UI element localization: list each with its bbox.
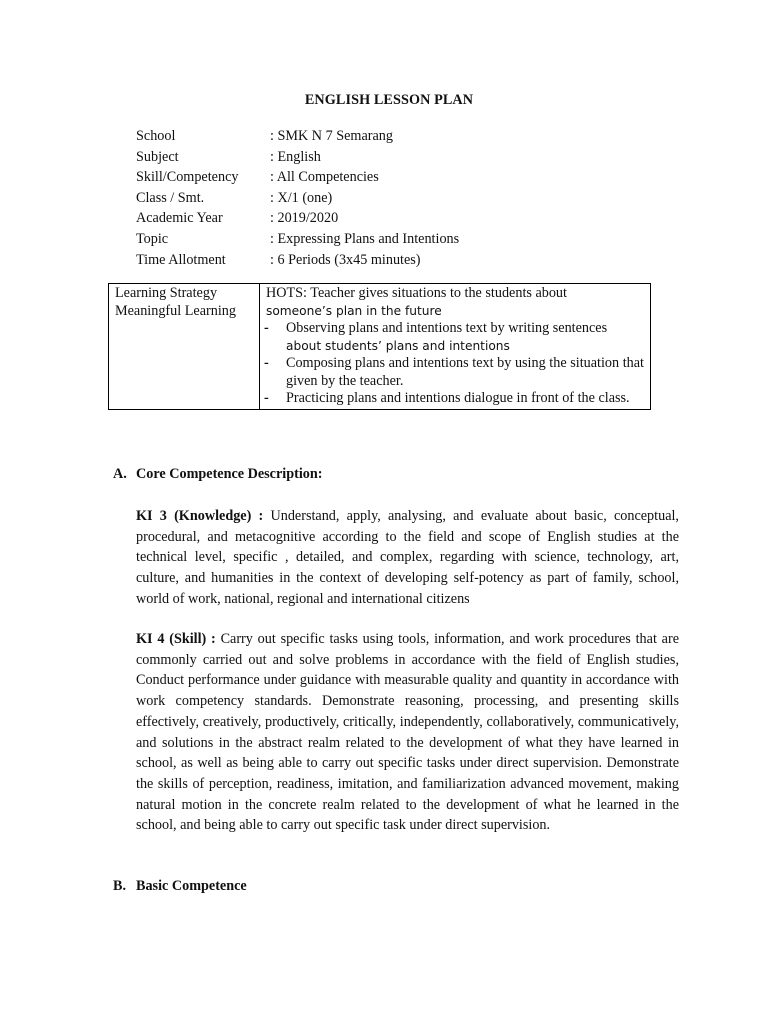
- info-value: : Expressing Plans and Intentions: [270, 230, 460, 247]
- bullet-text-cont: about students’ plans and intentions: [286, 338, 510, 353]
- info-value: : All Competencies: [270, 169, 379, 186]
- section-title: Core Competence Description:: [136, 466, 323, 482]
- strategy-row: [109, 284, 651, 410]
- info-value: : English: [270, 148, 321, 165]
- info-row-school: [136, 126, 656, 147]
- strategy-bullet: [266, 320, 644, 355]
- section-letter: A.: [113, 466, 127, 482]
- info-value: : SMK N 7 Semarang: [270, 128, 393, 144]
- bullet-dash: -: [264, 320, 269, 336]
- section-letter: B.: [113, 878, 127, 894]
- strategy-table: [108, 283, 651, 410]
- info-row-time: [136, 250, 656, 271]
- info-value: : 6 Periods (3x45 minutes): [270, 251, 421, 268]
- info-value: : 2019/2020: [270, 210, 339, 227]
- info-label: School: [136, 128, 176, 144]
- ki4-label: KI 4 (Skill) :: [136, 631, 216, 647]
- strategy-bullet: [266, 355, 644, 390]
- strategy-content-cell: [260, 284, 651, 410]
- strategy-bullets: [266, 320, 644, 408]
- info-block: [136, 126, 656, 270]
- strategy-label: Learning Strategy: [115, 285, 218, 301]
- info-value: : X/1 (one): [270, 189, 333, 206]
- strategy-bullet: [266, 390, 644, 408]
- bullet-dash: -: [264, 355, 269, 371]
- bullet-text: Practicing plans and intentions dialogue in front of the class.: [286, 390, 630, 406]
- info-label: Skill/Competency: [136, 169, 239, 186]
- ki4-text: Carry out specific tasks using tools, information, and work procedures that are commonly carried out and solve problems in accordance with the field of English studies, Conduct performance under guidance with measurable quality and quantity in accordance with work competency standards. Demonstrate reasoning, processing, and presenting skills effectively, creatively, productively, critically, independently, collaboratively, communicatively, and solutions in the abstract realm related to the development of what they have learned in school, as well as being able to carry out specific tasks under direct supervision. Demonstrate the skills of perception, readiness, imitation, and familiarization advanced movement, making natural motion in the concrete realm related to the development of what he learned in the school, and being able to carry out specific task under direct supervision.: [136, 631, 679, 834]
- ki3-paragraph: [136, 506, 679, 610]
- document-title: ENGLISH LESSON PLAN: [304, 92, 474, 108]
- info-label: Topic: [136, 230, 169, 247]
- info-row-topic: [136, 229, 656, 250]
- info-label: Subject: [136, 148, 179, 165]
- info-row-class: [136, 188, 656, 209]
- ki4-paragraph: [136, 629, 679, 836]
- hots-part1: HOTS: Teacher gives situations to the students about: [266, 285, 567, 301]
- info-row-skill: [136, 167, 656, 188]
- strategy-label-cell: [109, 284, 260, 410]
- info-label: Academic Year: [136, 210, 223, 227]
- info-label: Time Allotment: [136, 251, 226, 268]
- bullet-dash: -: [264, 390, 269, 406]
- info-row-subject: [136, 147, 656, 168]
- bullet-text: Composing plans and intentions text by using the situation that given by the teacher.: [286, 355, 644, 389]
- section-title: Basic Competence: [136, 878, 247, 894]
- section-a-heading: [113, 466, 323, 483]
- hots-part2: someone’s plan in the future: [266, 303, 442, 318]
- info-row-academic-year: [136, 208, 656, 229]
- section-b-heading: [113, 878, 247, 895]
- hots-text: [266, 285, 644, 320]
- ki3-label: KI 3 (Knowledge) :: [136, 508, 264, 524]
- strategy-sublabel: Meaningful Learning: [115, 302, 236, 319]
- bullet-text: Observing plans and intentions text by writing sentences: [286, 320, 608, 336]
- info-label: Class / Smt.: [136, 189, 205, 206]
- ki3-text: Understand, apply, analysing, and evaluate about basic, conceptual, procedural, and metacognitive according to the field and scope of English studies at the technical level, specific , detailed, and complex, regarding with science, technology, art, culture, and humanities in the context of developing self-potency as part of family, school, world of work, national, regional and international citizens: [136, 508, 679, 607]
